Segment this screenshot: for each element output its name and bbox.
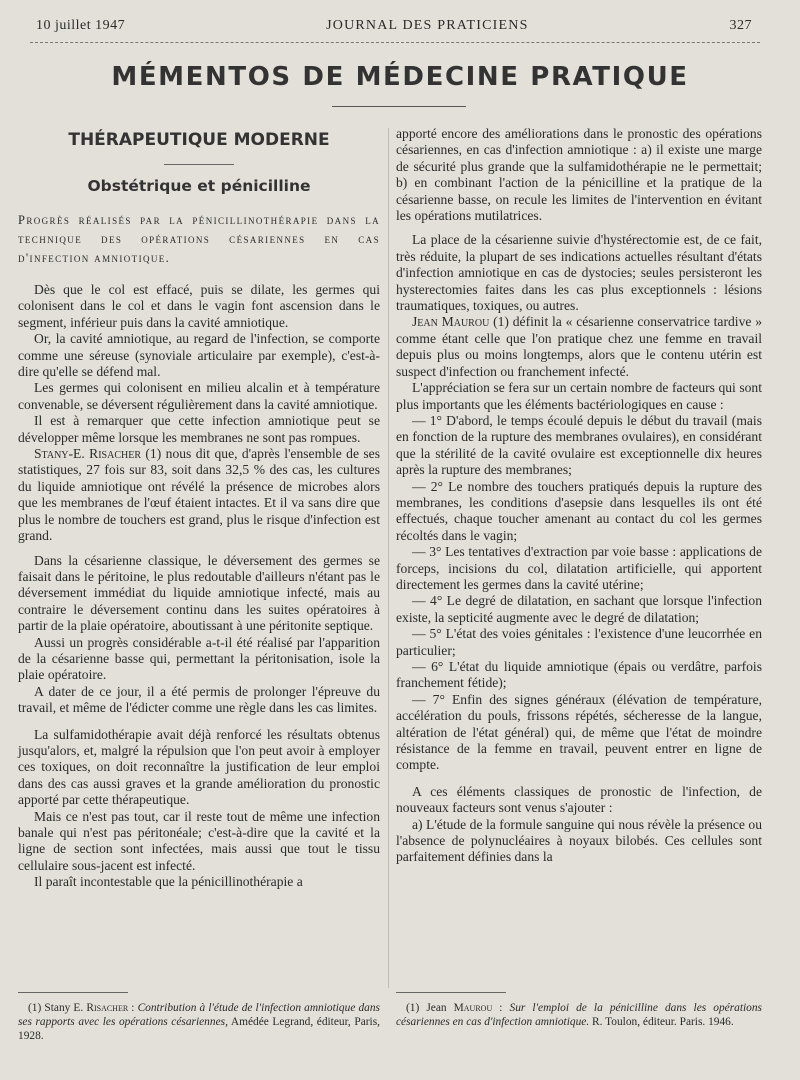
- paragraph: Les germes qui colonisent en milieu alcalin et à température convenable, se déversent régulièrement dans la cavité amniotique.: [18, 380, 380, 412]
- paragraph: La place de la césarienne suivie d'hystérectomie est, de ce fait, très réduite, la plupart de ses indications actuelles résultant d'états d'infection amniotique en cas de dystocies; seules persisteront les hysterectomies faites dans les cas plus exceptionnels : lésions traumatiques, toxiques, ou autres.: [396, 232, 762, 314]
- author-name: Stany-E. Risacher: [34, 446, 142, 462]
- footnote-block: [396, 984, 762, 1029]
- header-date: 10 juillet 1947: [36, 18, 126, 33]
- paragraph: apporté encore des améliorations dans le pronostic des opérations césariennes, en cas d'infection amniotique : a) il existe une marge de sécurité plus grande que la sulfamidothérapie ne le permettait; b) en combinant l'action de la pénicilline et la pratique de la césarienne basse, on recule les limites de l'intervention en évitant les opérations mutilatrices.: [396, 126, 762, 224]
- paragraph-text: (1) définit la « césarienne conservatrice tardive » comme étant celle que l'on pratique chez une femme en travail depuis plus ou moins longtemps, alors que le contenu utérin est suspect d'infection ou franchement infecté.: [396, 314, 762, 379]
- paragraph: Dès que le col est effacé, puis se dilate, les germes qui colonisent dans le col et dans le vagin font ascension dans le segment, inférieur puis dans la cavité amniotique.: [18, 282, 380, 330]
- paragraph: a) L'étude de la formule sanguine qui nous révèle la présence ou l'absence de polynucléaires à noyaux bilobés. Ces cellules sont parfaitement définies dans la: [396, 816, 762, 865]
- list-item: — 4° Le degré de dilatation, en sachant que lorsque l'infection existe, la septicité augmente avec le degré de dilatation;: [396, 593, 762, 625]
- running-header: [36, 18, 752, 34]
- footnote-block: [18, 984, 380, 1044]
- footnote-title: Sur l'emploi de la pénicilline dans les opérations césariennes en cas d'infection amniotique.: [396, 1002, 762, 1029]
- paragraph: A dater de ce jour, il a été permis de prolonger l'épreuve du travail, et même de l'édicter comme une règle dans les cas limites.: [18, 683, 380, 716]
- header-page-number: 327: [729, 18, 752, 33]
- footnote-rule: [396, 992, 506, 993]
- list-item: — 3° Les tentatives d'extraction par voie basse : applications de forceps, incisions du col, dilatation artificielle, qui apportent directement les germes dans la cavité utérine;: [396, 544, 762, 592]
- list-item: — 1° D'abord, le temps écoulé depuis le début du travail (mais en fonction de la rupture des membranes ovulaires), en considérant que la stérilité de la cavité ovulaire est exceptionnelle dix heures après la rupture des membranes;: [396, 412, 762, 478]
- footnote-title: Contribution à l'étude de l'infection amniotique dans ses rapports avec les opérations césariennes,: [18, 1002, 380, 1029]
- footnote-rule: [18, 992, 128, 993]
- right-column: [396, 126, 762, 1029]
- paragraph: Il paraît incontestable que la pénicillinothérapie a: [34, 874, 303, 890]
- paragraph: A ces éléments classiques de pronostic de l'infection, de nouveaux facteurs sont venus s'ajouter :: [396, 783, 762, 816]
- list-item: — 6° L'état du liquide amniotique (épais ou verdâtre, parfois franchement fétide);: [396, 659, 762, 691]
- paragraph: Or, la cavité amniotique, au regard de l'infection, se comporte comme une séreuse (synoviale articulaire par exemple), c'est-à-dire qu'elle se défend mal.: [18, 331, 380, 380]
- footnote: (1) Stany E. Risacher : Contribution à l'étude de l'infection amniotique dans ses rapports avec les opérations césariennes, Amédée Legrand, éditeur, Paris, 1928.: [18, 1002, 380, 1043]
- paragraph: [396, 314, 762, 380]
- footnote-author: Risacher: [86, 1002, 129, 1014]
- column-divider: [388, 128, 389, 988]
- title-rule: [332, 106, 466, 107]
- paragraph-text: (1) nous dit que, d'après l'ensemble de ses statistiques, 27 fois sur 83, soit dans 32,5 % des cas, les cultures du liquide amniotique ont révélé la présence de microbes alors que les membranes de l'œuf étaient intactes. Et il va sans dire que plus le nombre de touchers est grand, plus le risque d'infection est grand.: [18, 446, 381, 544]
- subsection-title: Obstétrique et pénicilline: [87, 177, 311, 195]
- footnote: (1) Jean Maurou : Sur l'emploi de la pénicilline dans les opérations césariennes en cas d'infection amniotique. R. Toulon, éditeur. Paris. 1946.: [396, 1002, 762, 1029]
- list-item: — 2° Le nombre des touchers pratiqués depuis la rupture des membranes, les conditions d'asepsie dans lesquelles ils ont été effectués, chaque toucher amenant au contact du col les germes récoltés dans le vagin;: [396, 478, 762, 543]
- left-column: [18, 126, 381, 1043]
- paragraph: L'appréciation se fera sur un certain nombre de facteurs qui sont plus importants que les éléments bactériologiques en cause :: [396, 380, 762, 412]
- article-subtitle: Progrès réalisés par la pénicillinothérapie dans la technique des opérations césariennes en cas d'infection amniotique.: [18, 213, 380, 265]
- page-title: MÉMENTOS DE MÉDECINE PRATIQUE: [111, 62, 689, 92]
- header-rule: [30, 42, 760, 43]
- paragraph: Mais ce n'est pas tout, car il reste tout de même une infection banale qui n'est pas péritonéale; c'est-à-dire que la cavité et la ligne de section sont infectées, mais aussi que tout le tissu cellulaire sous-jacent est infecté.: [18, 808, 380, 873]
- author-name: Jean Maurou: [412, 314, 490, 330]
- paragraph: Dans la césarienne classique, le déversement des germes se faisait dans le péritoine, le plus redoutable d'ailleurs n'étant pas le déversement immédiat du liquide amniotique infecté, mais au contraire le déversement continu dans les suites opératoires à partir de la plaie opératoire, aboutissant à une péritonite septique.: [18, 552, 380, 634]
- section-rule: [164, 164, 234, 165]
- list-item: — 5° L'état des voies génitales : l'existence d'une leucorrhée en particulier;: [396, 626, 762, 658]
- paragraph: Aussi un progrès considérable a-t-il été réalisé par l'apparition de la césarienne basse qui, permettant la péritonisation, isole la plaie opératoire.: [18, 634, 380, 683]
- paragraph: [18, 446, 380, 544]
- paragraph: Il est à remarquer que cette infection amniotique peut se développer même lorsque les membranes ne sont pas rompues.: [18, 413, 380, 445]
- list-item: — 7° Enfin des signes généraux (élévation de température, accélération du pouls, frissons répétés, sécheresse de la langue, altération de l'état général) qui, de même que l'état de moindre résistance de la femme en travail, peuvent entrer en ligne de compte.: [396, 691, 762, 773]
- header-journal-name: JOURNAL DES PRATICIENS: [326, 18, 529, 33]
- paragraph: La sulfamidothérapie avait déjà renforcé les résultats obtenus jusqu'alors, et, malgré la répulsion que l'on peut avoir à employer ces toxiques, on doit reconnaître la justification de leur emploi dans des cas aussi graves et la grande amélioration du pronostic apporté par cette thérapeutique.: [18, 726, 380, 808]
- section-title: THÉRAPEUTIQUE MODERNE: [68, 130, 330, 150]
- footnote-author: Maurou: [453, 1002, 493, 1014]
